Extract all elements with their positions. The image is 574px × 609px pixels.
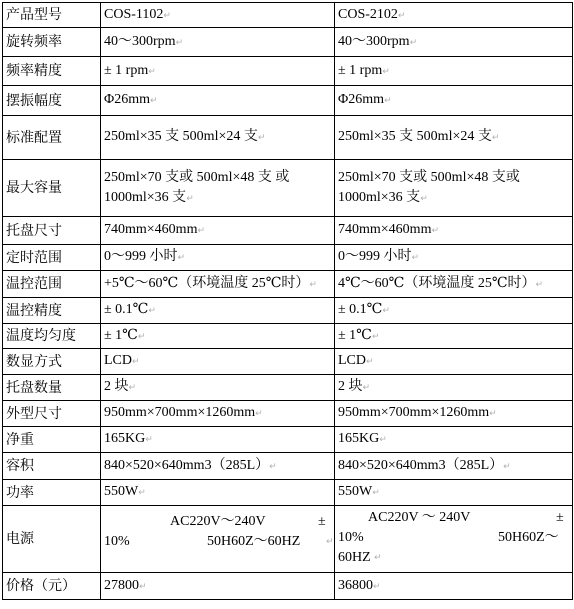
paragraph-mark-icon: ↵: [148, 66, 156, 77]
paragraph-mark-icon: ↵: [379, 435, 387, 445]
spec-value-a: [101, 86, 335, 116]
spec-value-text: 840×520×640mm3（285L）: [104, 457, 270, 473]
spec-row-label: [3, 298, 101, 324]
paragraph-mark-icon: ↵: [145, 435, 153, 445]
spec-row: [3, 324, 573, 349]
paragraph-mark-icon: ↵: [366, 357, 374, 367]
spec-value-a: [101, 298, 335, 324]
paragraph-mark-icon: ↵: [382, 66, 390, 77]
spec-value-text: 550W: [104, 484, 139, 499]
spec-row-label: [3, 480, 101, 506]
power-b-wrap: [338, 508, 569, 570]
spec-row: [3, 116, 573, 160]
spec-row: [3, 28, 573, 57]
spec-row: [3, 480, 573, 506]
spec-row: [3, 57, 573, 86]
spec-value-text: ± 1 rpm: [338, 62, 383, 78]
spec-label-text: 温度均匀度: [6, 328, 76, 344]
paragraph-mark-icon: ↵: [420, 193, 428, 204]
price-label-cell: [3, 573, 101, 600]
paragraph-mark-icon: ↵: [374, 553, 382, 563]
paragraph-mark-icon: ↵: [326, 537, 334, 547]
spec-label-text: 频率精度: [6, 63, 62, 79]
spec-label-text: 最大容量: [6, 180, 62, 196]
spec-value-text: 40～300rpm: [104, 33, 176, 49]
spec-table: [2, 2, 573, 600]
paragraph-mark-icon: ↵: [372, 488, 380, 498]
spec-row: [3, 401, 573, 427]
header-model-b-cell: [335, 3, 573, 28]
spec-row-label: [3, 86, 101, 116]
spec-value-a: [101, 324, 335, 349]
paragraph-mark-icon: ↵: [138, 488, 146, 498]
spec-row-label: [3, 453, 101, 480]
paragraph-mark-icon: ↵: [535, 279, 544, 290]
spec-value-text: 740mm×460mm: [338, 222, 432, 237]
price-label: 价格（元）: [6, 578, 76, 594]
power-b-freq: 50H60Z～: [498, 530, 559, 545]
spec-row: [3, 375, 573, 401]
spec-row: [3, 245, 573, 271]
header-model-a-cell: [101, 3, 335, 28]
spec-row: [3, 217, 573, 245]
power-b-freq-end: 60HZ: [338, 550, 371, 565]
price-value-a: [101, 573, 335, 600]
spec-value-text: ± 1℃: [104, 327, 138, 343]
spec-value-text: 950mm×700mm×1260mm: [338, 405, 490, 420]
spec-value-b: [335, 427, 573, 453]
spec-row-label: [3, 324, 101, 349]
spec-value-b: [335, 298, 573, 324]
paragraph-mark-icon: ↵: [139, 581, 147, 592]
spec-row-label: [3, 401, 101, 427]
spec-value-b: [335, 57, 573, 86]
spec-value-text: ± 0.1℃: [338, 302, 383, 317]
header-row: [3, 3, 573, 28]
power-b-pm: ±: [556, 510, 564, 525]
power-value-a: [101, 506, 335, 573]
header-label: 产品型号: [6, 7, 62, 23]
spec-row: [3, 271, 573, 298]
price-row: [3, 573, 573, 600]
spec-value-a: [101, 427, 335, 453]
spec-row-label: [3, 427, 101, 453]
spec-value-a: [101, 245, 335, 271]
header-label-cell: [3, 3, 101, 28]
spec-row: [3, 160, 573, 217]
spec-value-text: Φ26mm: [104, 92, 151, 107]
paragraph-mark-icon: ↵: [132, 357, 140, 367]
spec-label-text: 旋转频率: [6, 34, 62, 50]
spec-value-a: [101, 271, 335, 298]
spec-value-text: 0～999 小时: [104, 249, 178, 264]
spec-value-text: 740mm×460mm: [104, 222, 198, 237]
paragraph-mark-icon: ↵: [409, 37, 418, 48]
spec-row: [3, 298, 573, 324]
spec-label-text: 容积: [6, 458, 34, 474]
spec-value-text: ± 1 rpm: [104, 62, 149, 78]
price-value-b: [335, 573, 573, 600]
spec-value-b: [335, 324, 573, 349]
paragraph-mark-icon: ↵: [362, 383, 371, 393]
power-a-voltage: AC220V～240V: [170, 514, 266, 529]
spec-value-a: [101, 28, 335, 57]
paragraph-mark-icon: ↵: [269, 461, 277, 472]
paragraph-mark-icon: ↵: [150, 96, 158, 106]
paragraph-mark-icon: ↵: [491, 133, 500, 143]
paragraph-mark-icon: ↵: [411, 253, 420, 263]
paragraph-mark-icon: ↵: [489, 409, 497, 419]
spec-row-label: [3, 57, 101, 86]
spec-row-label: [3, 160, 101, 217]
paragraph-mark-icon: ↵: [186, 193, 194, 204]
spec-row-label: [3, 375, 101, 401]
price-b: 36800: [338, 577, 373, 593]
spec-value-b: [335, 86, 573, 116]
paragraph-mark-icon: ↵: [373, 581, 381, 592]
header-model-a: COS-1102: [104, 6, 164, 22]
spec-value-a: [101, 160, 335, 217]
spec-label-text: 功率: [6, 484, 34, 501]
power-a-pct: 10%: [104, 534, 130, 549]
header-model-b: COS-2102: [338, 6, 398, 22]
spec-value-b: [335, 271, 573, 298]
power-a-pm: ±: [318, 514, 326, 529]
spec-value-b: [335, 453, 573, 480]
power-a-wrap: [104, 508, 334, 570]
spec-value-text: 165KG: [104, 431, 146, 446]
spec-value-text: ± 1℃: [338, 327, 372, 343]
spec-row: [3, 86, 573, 116]
paragraph-mark-icon: ↵: [255, 409, 263, 419]
spec-row-label: [3, 245, 101, 271]
spec-body: [3, 3, 573, 600]
power-b-pct: 10%: [338, 530, 364, 545]
spec-value-a: [101, 349, 335, 375]
paragraph-mark-icon: ↵: [384, 96, 392, 106]
spec-row: [3, 427, 573, 453]
spec-value-b: [335, 375, 573, 401]
spec-value-b: [335, 28, 573, 57]
paragraph-mark-icon: ↵: [163, 10, 171, 21]
spec-value-text: ± 0.1℃: [104, 302, 149, 317]
paragraph-mark-icon: ↵: [257, 133, 266, 143]
spec-value-b: [335, 160, 573, 217]
spec-value-a: [101, 401, 335, 427]
spec-value-text: 250ml×35 支 500ml×24 支: [104, 129, 258, 144]
power-b-voltage: AC220V ～ 240V: [368, 510, 471, 525]
paragraph-mark-icon: ↵: [175, 37, 184, 48]
spec-label-text: 温控精度: [6, 302, 62, 319]
spec-label-text: 外型尺寸: [6, 405, 62, 422]
spec-value-b: [335, 349, 573, 375]
power-value-b: [335, 506, 573, 573]
spec-label-text: 标准配置: [6, 129, 62, 146]
spec-value-b: [335, 116, 573, 160]
price-a: 27800: [104, 577, 139, 593]
spec-label-text: 托盘尺寸: [6, 222, 62, 239]
spec-value-text: 550W: [338, 484, 373, 499]
spec-value-text: 2 块: [338, 379, 363, 394]
spec-value-b: [335, 401, 573, 427]
paragraph-mark-icon: ↵: [309, 279, 317, 290]
paragraph-mark-icon: ↵: [431, 226, 440, 236]
paragraph-mark-icon: ↵: [137, 331, 146, 342]
spec-value-text: 40～300rpm: [338, 33, 410, 49]
spec-value-a: [101, 57, 335, 86]
paragraph-mark-icon: ↵: [197, 226, 206, 236]
spec-row: [3, 453, 573, 480]
spec-row-label: [3, 271, 101, 298]
spec-label-text: 定时范围: [6, 249, 62, 266]
spec-row-label: [3, 217, 101, 245]
paragraph-mark-icon: ↵: [503, 461, 511, 472]
spec-row-label: [3, 28, 101, 57]
spec-value-text: LCD: [104, 353, 132, 368]
power-label: 电源: [6, 531, 34, 547]
spec-row-label: [3, 349, 101, 375]
spec-value-text: 165KG: [338, 431, 380, 446]
spec-value-b: [335, 217, 573, 245]
spec-value-b: [335, 245, 573, 271]
power-a-freq: 50H60Z～60HZ: [207, 534, 301, 549]
spec-value-text: 250ml×70 支或 500ml×48 支或 1000ml×36 支: [338, 169, 520, 205]
spec-row-label: [3, 116, 101, 160]
power-label-cell: [3, 506, 101, 573]
spec-value-text: 950mm×700mm×1260mm: [104, 405, 256, 420]
power-row: [3, 506, 573, 573]
spec-label-text: 温控范围: [6, 276, 62, 292]
spec-value-text: 2 块: [104, 379, 129, 394]
spec-value-a: [101, 375, 335, 401]
spec-label-text: 摆振幅度: [6, 92, 62, 109]
spec-value-b: [335, 480, 573, 506]
spec-value-text: LCD: [338, 353, 366, 368]
spec-value-text: 840×520×640mm3（285L）: [338, 457, 504, 473]
spec-label-text: 托盘数量: [6, 379, 62, 396]
spec-value-text: 250ml×35 支 500ml×24 支: [338, 129, 492, 144]
spec-value-text: 250ml×70 支或 500ml×48 支 或 1000ml×36 支: [104, 169, 290, 205]
spec-value-text: 0～999 小时: [338, 249, 412, 264]
spec-label-text: 数显方式: [6, 353, 62, 370]
spec-value-text: +5℃～60℃（环境温度 25℃时）: [104, 275, 310, 291]
paragraph-mark-icon: ↵: [177, 253, 186, 263]
paragraph-mark-icon: ↵: [382, 306, 390, 316]
spec-value-a: [101, 480, 335, 506]
spec-row: [3, 349, 573, 375]
spec-label-text: 净重: [6, 431, 34, 448]
paragraph-mark-icon: ↵: [371, 331, 380, 342]
paragraph-mark-icon: ↵: [128, 383, 137, 393]
spec-value-text: 4℃～60℃（环境温度 25℃时）: [338, 275, 536, 291]
spec-value-text: Φ26mm: [338, 92, 385, 107]
spec-value-a: [101, 453, 335, 480]
paragraph-mark-icon: ↵: [397, 10, 406, 21]
spec-value-a: [101, 116, 335, 160]
spec-value-a: [101, 217, 335, 245]
paragraph-mark-icon: ↵: [148, 306, 156, 316]
